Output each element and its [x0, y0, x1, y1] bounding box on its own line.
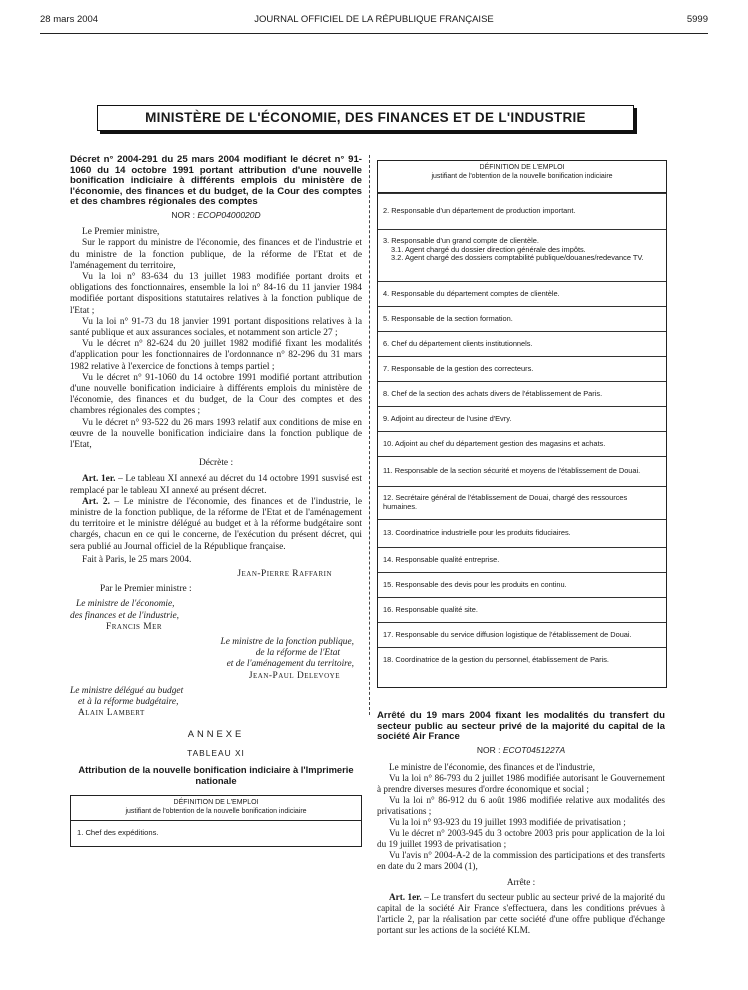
arrete-nor-label: NOR :	[476, 744, 501, 755]
arrete-paragraph: Le ministre de l'économie, des finances et de l'industrie,	[389, 761, 595, 772]
table-row: 18. Coordinatrice de la gestion du personnel, établissement de Paris.	[378, 647, 666, 672]
minister-fp-title: et de l'aménagement du territoire,	[226, 659, 354, 670]
arrete-nor-code: ECOT0451227A	[502, 744, 566, 755]
annex-table-start	[70, 795, 362, 847]
decret-title: Décret n° 2004-291 du 25 mars 2004 modifiant le décret n° 91-1060 du 14 octobre 1991 portant attribution d'une nouvelle bonification indiciaire à différents emplois du ministère de l'économie, des finances et du budget, de la Cour des comptes et des chambres régionales des comptes	[70, 154, 362, 208]
table-row: 11. Responsable de la section sécurité et moyens de l'établissement de Douai.	[378, 456, 666, 486]
minister-fp-name: Jean-Paul Delevoye	[248, 670, 340, 681]
arrete-art1-text: – Le transfert du secteur public au secteur privé de la majorité du capital de la société Air France s'effectuera, dans les conditions prévues à l'article 2, par la réalisation par cette société d'une offre publique d'échange portant sur les actions de la société KLM.	[377, 891, 665, 935]
arrete-section	[377, 711, 665, 936]
minister-eco-title: Le ministre de l'économie,	[76, 599, 175, 610]
arrete-paragraph: Vu la loi n° 86-793 du 2 juillet 1986 modifiée autorisant le Gouvernement à prendre diverses mesures d'ordre économique et social ;	[377, 772, 665, 794]
arrete-word: Arrête :	[506, 876, 536, 887]
header-journal-title: JOURNAL OFFICIEL DE LA RÉPUBLIQUE FRANÇAISE	[254, 14, 494, 25]
signature-block-eco	[70, 599, 362, 633]
left-column	[70, 155, 362, 847]
decret-nor-label: NOR :	[171, 209, 195, 220]
arrete-nor	[377, 745, 665, 756]
table-row: 16. Responsable qualité site.	[378, 597, 666, 622]
decret-fait: Fait à Paris, le 25 mars 2004.	[82, 554, 192, 565]
par-premier-ministre: Par le Premier ministre :	[100, 584, 192, 595]
arrete-paragraph: Vu le décret n° 2003-945 du 3 octobre 2003 pris pour application de la loi du 19 juillet 1993 de privatisation ;	[377, 827, 665, 849]
table-row: 9. Adjoint au directeur de l'usine d'Evry.	[378, 406, 666, 431]
minister-budget-title: Le ministre délégué au budget	[70, 685, 184, 696]
table-row: 5. Responsable de la section formation.	[378, 306, 666, 331]
arrete-article-1	[377, 892, 665, 936]
table-row: 8. Chef de la section des achats divers de l'établissement de Paris.	[378, 381, 666, 406]
annexe-heading: ANNEXE	[187, 727, 245, 739]
signatory-pm: Jean-Pierre Raffarin	[237, 569, 332, 580]
article-2-label: Art. 2.	[82, 496, 110, 507]
table-row: 13. Coordinatrice industrielle pour les produits fiduciaires.	[378, 519, 666, 547]
table-row: 10. Adjoint au chef du département gestion des magasins et achats.	[378, 431, 666, 456]
minister-budget-name: Alain Lambert	[78, 708, 145, 719]
ministry-banner: MINISTÈRE DE L'ÉCONOMIE, DES FINANCES ET DE L'INDUSTRIE	[97, 105, 634, 131]
header-rule	[40, 33, 708, 34]
arrete-paragraph: Vu la loi n° 86-912 du 6 août 1986 modifiée relative aux modalités des privatisations ;	[377, 794, 665, 816]
annex-table-row: 1. Chef des expéditions.	[77, 828, 159, 838]
decret-visa: Vu le décret n° 93-522 du 26 mars 1993 relatif aux conditions de mise en œuvre de la nouvelle bonification indiciaire dans la fonction publique de l'Etat,	[70, 417, 362, 451]
decret-article-1	[70, 474, 362, 496]
table-row: 12. Secrétaire général de l'établissement de Douai, chargé des ressources humaines.	[378, 486, 666, 519]
article-1-label: Art. 1er.	[82, 474, 116, 485]
decret-visa: Vu la loi n° 83-634 du 13 juillet 1983 modifiée portant droits et obligations des fonctionnaires, ensemble la loi n° 84-16 du 11 janvier 1984 modifiée portant dispositions statutaires relatives à la fonction publique de l'Etat ;	[70, 271, 362, 316]
arrete-title: Arrêté du 19 mars 2004 fixant les modalités du transfert du secteur public au secteur privé de la majorité du capital de la société Air France	[377, 710, 665, 743]
table-row: 17. Responsable du service diffusion logistique de l'établissement de Douai.	[378, 622, 666, 647]
header-page-number: 5999	[686, 14, 708, 25]
table-row: 7. Responsable de la gestion des correcteurs.	[378, 356, 666, 381]
table-row: 2. Responsable d'un département de production important.	[378, 193, 666, 229]
table-row: 6. Chef du département clients institutionnels.	[378, 331, 666, 356]
table-row: 14. Responsable qualité entreprise.	[378, 547, 666, 572]
minister-fp-title: de la réforme de l'Etat	[255, 648, 340, 659]
minister-fp-title: Le ministre de la fonction publique,	[220, 637, 354, 648]
arrete-paragraph: Vu la loi n° 93-923 du 19 juillet 1993 modifiée de privatisation ;	[389, 816, 626, 827]
article-1-text: – Le tableau XI annexé au décret du 14 octobre 1991 susvisé est remplacé par le tableau XI annexé au présent décret.	[70, 474, 362, 496]
signature-block-fp	[70, 637, 362, 682]
annex-table-header-line: DÉFINITION DE L'EMPLOI	[173, 799, 259, 807]
minister-budget-title: et à la réforme budgétaire,	[78, 697, 179, 708]
decret-article-2	[70, 497, 362, 553]
table-sub-item: 3.1. Agent chargé du dossier direction générale des impôts.	[391, 244, 586, 254]
decret-opening: Le Premier ministre,	[82, 227, 160, 238]
minister-eco-title: des finances et de l'industrie,	[70, 610, 180, 621]
table-header-line: DÉFINITION DE L'EMPLOI	[479, 164, 565, 171]
signature-block-budget	[70, 686, 362, 720]
table-sub-item: 3.2. Agent chargé des dossiers comptabilité publique/douanes/redevance TV.	[391, 253, 644, 263]
decret-visa: Vu la loi n° 91-73 du 18 janvier 1991 portant dispositions relatives à la santé publique et aux assurances sociales, et notamment son article 27 ;	[70, 316, 362, 338]
decret-visa: Vu le décret n° 82-624 du 20 juillet 1982 modifié fixant les modalités d'application pour les fonctionnaires de l'ordonnance n° 82-296 du 31 mars 1982 relative à l'exercice de fonctions à temps partiel ;	[70, 339, 362, 372]
annex-table-continued	[377, 160, 667, 688]
decret-visa: Sur le rapport du ministre de l'économie, des finances et de l'industrie et du ministre de la fonction publique, de la réforme de l'Etat et de l'aménagement du territoire,	[70, 238, 362, 271]
table-row: 15. Responsable des devis pour les produits en continu.	[378, 572, 666, 597]
tableau-heading: TABLEAU XI	[187, 747, 245, 758]
decret-nor-code: ECOP0400020D	[197, 209, 261, 220]
attribution-title: Attribution de la nouvelle bonification indiciaire à l'Imprimerie nationale	[78, 763, 354, 786]
decret-visa: Vu le décret n° 91-1060 du 14 octobre 1991 modifié portant attribution d'une nouvelle bonification indiciaire à différents emplois du ministère de l'économie, des finances et du budget, de la Cour des comptes et des chambres régionales des comptes ;	[70, 372, 362, 417]
header-date: 28 mars 2004	[40, 14, 99, 25]
column-divider	[369, 155, 370, 715]
arrete-paragraph: Vu l'avis n° 2004-A-2 de la commission des participations et des transferts en date du 2 mars 2004 (1),	[377, 849, 665, 871]
minister-eco-name: Francis Mer	[106, 621, 163, 632]
arrete-art1-label: Art. 1er.	[389, 891, 422, 902]
page-header	[40, 14, 708, 28]
decret-decrete: Décrète :	[198, 458, 234, 469]
table-row	[378, 229, 666, 281]
annex-table-header-line: justifiant de l'obtention de la nouvelle bonification indiciaire	[125, 807, 307, 815]
article-2-text: – Le ministre de l'économie, des finances et de l'industrie, le ministre de la fonction publique, de la réforme de l'Etat et de l'aménagement du territoire et le ministre délégué au budget et à la réforme budgétaire sont chargés, chacun en ce qui le concerne, de l'exécution du présent décret, qui sera publié au Journal officiel de la République française.	[70, 496, 362, 552]
annex-table-header	[71, 796, 361, 821]
table-header-line: justifiant de l'obtention de la nouvelle bonification indiciaire	[431, 172, 613, 180]
table-header	[378, 161, 666, 193]
decret-nor	[70, 210, 362, 221]
table-row: 4. Responsable du département comptes de clientèle.	[378, 281, 666, 306]
table-row-label: 3. Responsable d'un grand compte de clientèle.	[383, 236, 539, 245]
